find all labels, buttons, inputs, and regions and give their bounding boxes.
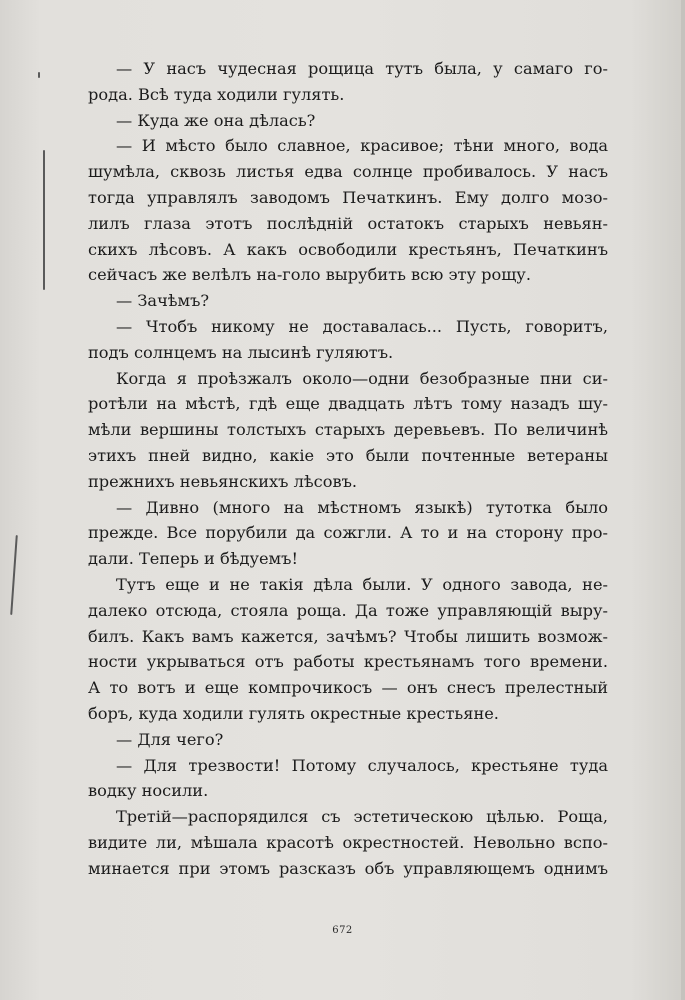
text-line: билъ. Какъ вамъ кажется, зачѣмъ? Чтобы лишить возмож- (88, 626, 608, 646)
text-line: шумѣла, сквозь листья едва солнце пробивалось. У насъ (88, 162, 608, 182)
text-line: этихъ пней видно, какіе это были почтенные ветераны (88, 445, 608, 465)
text-line: дали. Теперь и бѣдуемъ! (88, 549, 298, 569)
text-line: водку носили. (88, 781, 209, 801)
text-line: А то вотъ и еще компрочикосъ — онъ снесъ прелестный (88, 678, 608, 698)
text-line: — Дивно (много на мѣстномъ языкѣ) тутотка было (116, 497, 608, 517)
text-line: подъ солнцемъ на лысинѣ гуляютъ. (88, 342, 394, 362)
text-line: — Куда же она дѣлась? (116, 110, 316, 130)
page-number: 672 (332, 925, 353, 936)
text-line: далеко отсюда, стояла роща. Да тоже управляющій выру- (88, 600, 608, 620)
text-line: мѣли вершины толстыхъ старыхъ деревьевъ. По величинѣ (88, 420, 608, 440)
text-line: Тутъ еще и не такія дѣла были. У одного завода, не- (116, 574, 608, 594)
text-line: — Для трезвости! Потому случалось, крестьяне туда (116, 755, 608, 775)
text-line: — Для чего? (116, 729, 224, 749)
text-line: тогда управлялъ заводомъ Печаткинъ. Ему долго мозо- (88, 187, 608, 207)
text-line: ротѣли на мѣстѣ, гдѣ еще двадцать лѣтъ тому назадъ шу- (88, 394, 608, 414)
text-line: — Зачѣмъ? (116, 291, 210, 311)
text-line: лилъ глаза этотъ послѣдній остатокъ старыхъ невьян- (88, 213, 608, 233)
text-line: скихъ лѣсовъ. А какъ освободили крестьянъ, Печаткинъ (88, 239, 608, 259)
text-line: минается при этомъ разсказъ объ управляющемъ однимъ (88, 858, 608, 878)
margin-dot-mark (38, 72, 40, 78)
text-line: — И мѣсто было славное, красивое; тѣни много, вода (116, 136, 608, 156)
text-line: прежнихъ невьянскихъ лѣсовъ. (88, 471, 358, 491)
text-line: Третій—распорядился съ эстетическою цѣлью. Роща, (116, 807, 608, 827)
text-line: — У насъ чудесная рощица тутъ была, у самаго го- (116, 59, 608, 78)
text-line: прежде. Все порубили да сожгли. А то и на сторону про- (88, 523, 608, 543)
text-line: сейчасъ же велѣлъ на-голо вырубить всю эту рощу. (88, 265, 531, 285)
margin-pencil-mark-bottom (10, 535, 18, 615)
page-edge (681, 0, 685, 1000)
body-text (88, 56, 608, 882)
margin-pencil-mark-top (43, 150, 45, 290)
text-line: — Чтобъ никому не доставалась... Пусть, говоритъ, (116, 316, 608, 336)
text-line: рода. Всѣ туда ходили гулять. (88, 84, 345, 104)
text-line: видите ли, мѣшала красотѣ окрестностей. Невольно вспо- (88, 832, 608, 852)
text-line: ности укрываться отъ работы крестьянамъ того времени. (88, 652, 608, 672)
text-line: боръ, куда ходили гулять окрестные крестьяне. (88, 703, 499, 723)
text-line: Когда я проѣзжалъ около—одни безобразные пни си- (116, 368, 608, 388)
